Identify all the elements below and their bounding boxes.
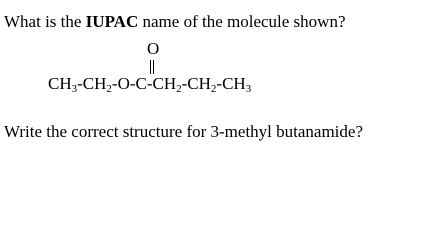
question-2: Write the correct structure for 3-methyl butanamide? [4, 122, 363, 141]
question-1-emphasis: IUPAC [85, 12, 139, 31]
formula-subscript: 2 [176, 83, 182, 95]
formula-part: -O-C-CH [111, 74, 177, 93]
formula-subscript: 2 [106, 83, 112, 95]
question-1 [4, 12, 346, 32]
molecule-structure [0, 36, 440, 106]
formula-part: -CH [181, 74, 211, 93]
question-1-prefix: What is the [4, 12, 86, 31]
formula-subscript: 3 [245, 83, 252, 95]
carbonyl-oxygen: O [147, 39, 160, 58]
formula-part: CH [48, 74, 72, 93]
formula-subscript: 2 [210, 83, 217, 95]
formula-subscript: 3 [71, 83, 78, 95]
formula-part: -CH [216, 74, 246, 93]
condensed-formula [48, 74, 251, 94]
formula-part: -CH [77, 74, 107, 93]
question-1-suffix: name of the molecule shown? [138, 12, 346, 31]
double-bond [150, 60, 154, 74]
